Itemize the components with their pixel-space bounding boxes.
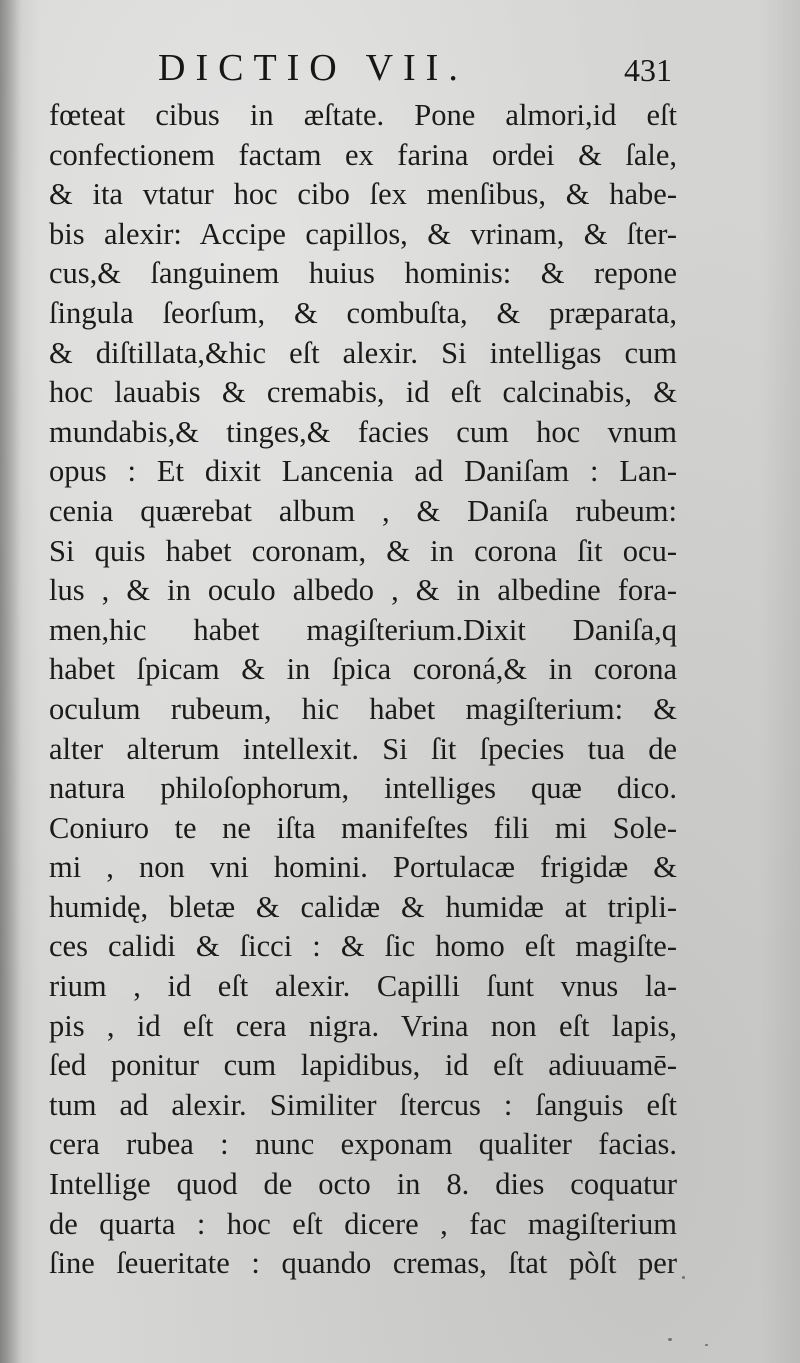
running-head: DICTIO VII.	[158, 47, 468, 89]
text-line: & ita vtatur hoc cibo ſex menſibus, & habe-	[49, 177, 677, 212]
text-line: oculum rubeum, hic habet magiſterium: &	[49, 691, 677, 726]
text-line: opus : Et dixit Lancenia ad Daniſam : Lan-	[49, 454, 677, 489]
text-line: cera rubea : nunc exponam qualiter facias.	[49, 1127, 677, 1162]
text-line: de quarta : hoc eſt dicere , fac magiſterium	[49, 1206, 677, 1241]
body-text	[49, 96, 677, 1284]
page-number: 431	[624, 52, 672, 88]
text-line: alter alterum intellexit. Si ſit ſpecies tua de	[49, 731, 677, 766]
text-line: ſingula ſeorſum, & combuſta, & præparata,	[49, 295, 677, 330]
text-line: mi , non vni homini. Portulacæ frigidæ &	[49, 850, 677, 885]
text-line: Si quis habet coronam, & in corona ſit ocu-	[49, 533, 677, 568]
text-line: tum ad alexir. Similiter ſtercus : ſanguis eſt	[49, 1087, 677, 1122]
ink-speck	[682, 1276, 685, 1279]
gutter-shadow	[0, 0, 22, 1363]
text-line: bis alexir: Accipe capillos, & vrinam, & ſter-	[49, 216, 677, 251]
text-line: Intellige quod de octo in 8. dies coquatur	[49, 1167, 677, 1202]
text-line: ſine ſeueritate : quando cremas, ſtat pòſt per	[49, 1246, 677, 1281]
text-line: ſed ponitur cum lapidibus, id eſt adiuuamē-	[49, 1048, 677, 1083]
text-line: habet ſpicam & in ſpica coroná,& in corona	[49, 652, 677, 687]
text-line: natura philoſophorum, intelliges quæ dico.	[49, 771, 677, 806]
text-line: pis , id eſt cera nigra. Vrina non eſt lapis,	[49, 1008, 677, 1043]
text-line: & diſtillata,&hic eſt alexir. Si intelligas cum	[49, 335, 677, 370]
text-line: cenia quærebat album , & Daniſa rubeum:	[49, 493, 677, 528]
text-line: humidę, bletæ & calidæ & humidæ at tripli-	[49, 889, 677, 924]
text-line: cus,& ſanguinem huius hominis: & repone	[49, 256, 677, 291]
text-line: lus , & in oculo albedo , & in albedine fora-	[49, 573, 677, 608]
text-line: rium , id eſt alexir. Capilli ſunt vnus la-	[49, 969, 677, 1004]
text-line: men,hic habet magiſterium.Dixit Daniſa,q	[49, 612, 677, 647]
text-line: fœteat cibus in æſtate. Pone almori,id eſt	[49, 98, 677, 132]
text-line: mundabis,& tinges,& facies cum hoc vnum	[49, 414, 677, 449]
ink-speck	[705, 1344, 708, 1346]
ink-speck	[668, 1338, 672, 1341]
text-line: Coniuro te ne iſta manifeſtes fili mi Sole-	[49, 810, 677, 845]
text-line: confectionem factam ex farina ordei & ſale,	[49, 137, 677, 172]
text-line: ces calidi & ſicci : & ſic homo eſt magiſte-	[49, 929, 677, 964]
text-line: hoc lauabis & cremabis, id eſt calcinabis, &	[49, 375, 677, 410]
